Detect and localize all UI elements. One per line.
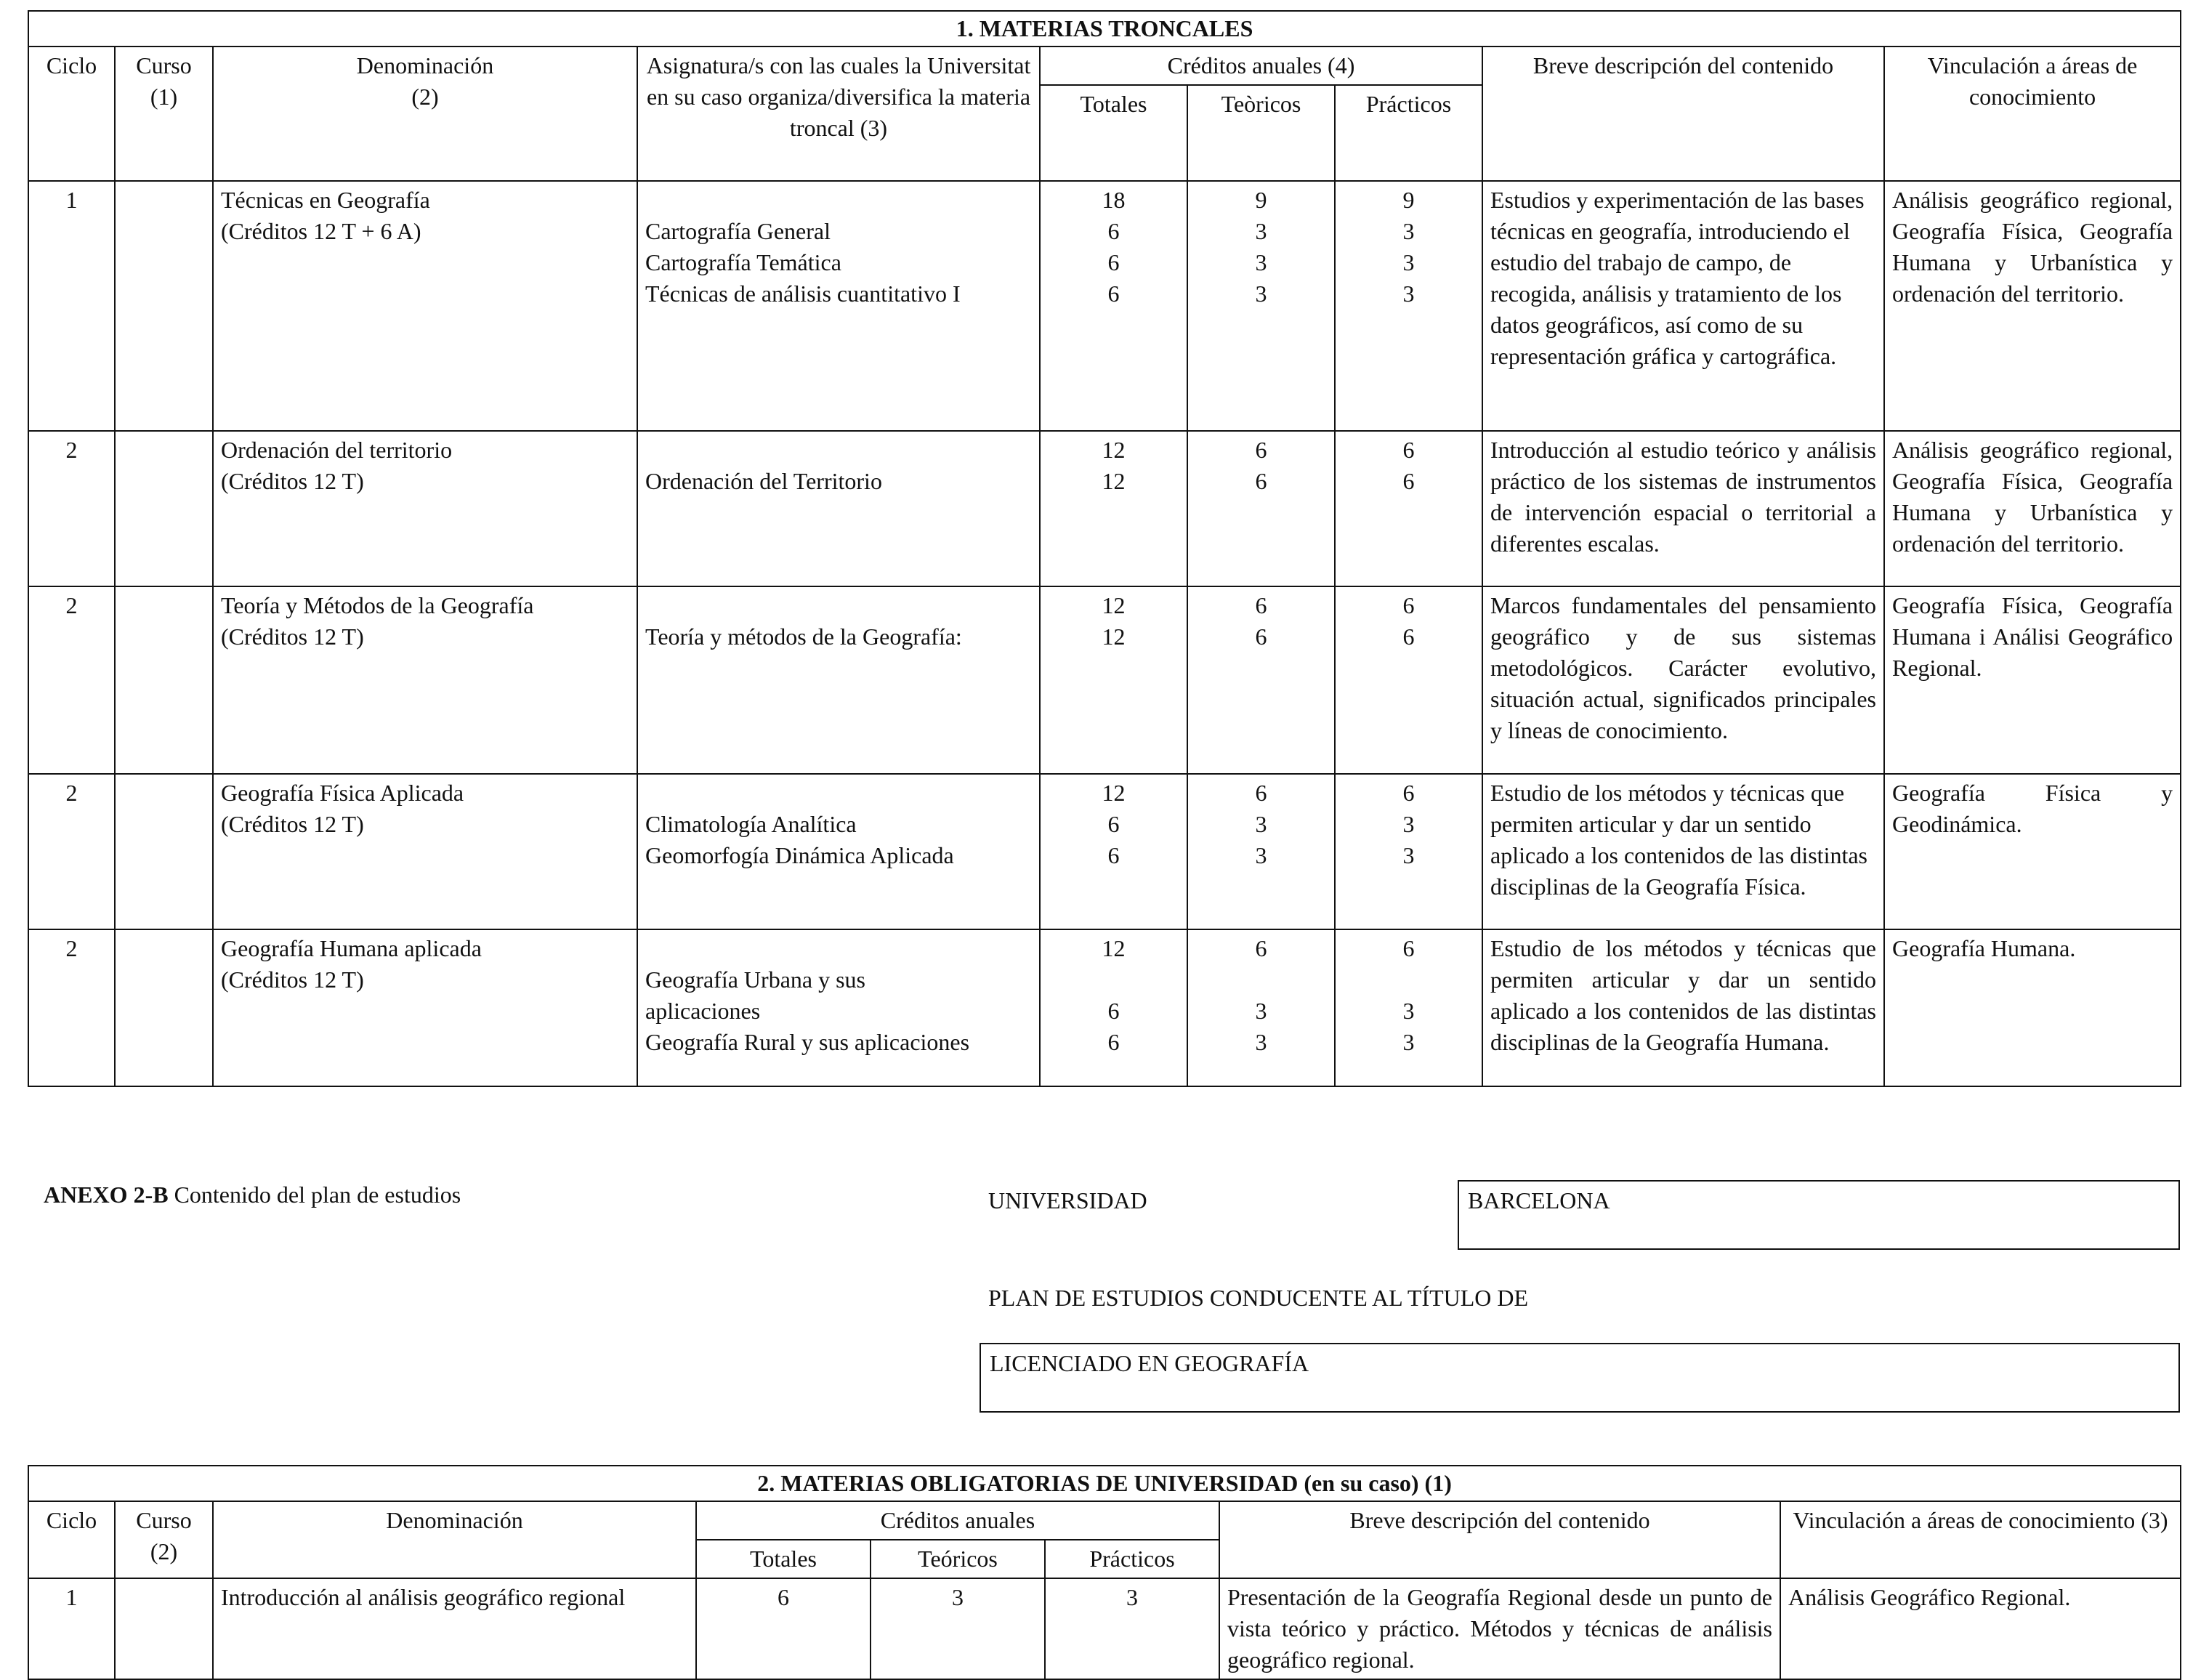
row-asignaturas [637,929,1040,1086]
totales-value: 12 [1102,935,1126,961]
denominacion-line: Geografía Humana aplicada [221,935,482,961]
asignatura-line: Cartografía General [645,218,831,244]
row-vinculacion: Análisis Geográfico Regional. [1780,1578,2181,1679]
obligatorias-table [28,1465,2181,1680]
header-teoricos: Teóricos [871,1540,1045,1578]
practicos-value: 3 [1402,998,1415,1024]
denominacion-line: (Créditos 12 T) [221,966,364,993]
totales-value: 6 [1107,998,1120,1024]
asignatura-line: Climatología Analítica [645,811,857,837]
troncales-table [28,10,2181,1087]
row-asignaturas [637,774,1040,929]
header-totales: Totales [1040,85,1187,181]
totales-value: 12 [1102,623,1126,650]
totales-value: 6 [1107,811,1120,837]
row-totales [1040,774,1187,929]
header-denominacion: Denominación [213,1501,696,1578]
row-ciclo: 2 [28,431,115,586]
header-ciclo: Ciclo [28,1501,115,1578]
header-curso [115,1501,213,1578]
denominacion-line: Ordenación del territorio [221,437,453,463]
row-denominacion [213,431,637,586]
denominacion-line: Geografía Física Aplicada [221,780,464,806]
row-descripcion: Estudio de los métodos y técnicas que permiten articular y dar un sentido aplicado a los contenidos de las distintas disciplinas de la Geografía Física. [1482,774,1884,929]
totales-value: 6 [1107,249,1120,275]
totales-value: 6 [1107,218,1120,244]
row-teoricos [1187,431,1335,586]
header-curso-note: (2) [150,1538,178,1564]
troncales-title: 1. MATERIAS TRONCALES [28,11,2181,47]
row-vinculacion: Geografía Física, Geografía Humana i Análisi Geográfico Regional. [1884,586,2181,774]
row-curso [115,431,213,586]
row-practicos [1335,774,1482,929]
row-curso [115,774,213,929]
teoricos-value [1195,964,1327,996]
row-practicos [1335,431,1482,586]
header-descripcion: Breve descripción del contenido [1219,1501,1780,1578]
teoricos-value: 6 [1255,592,1267,618]
teoricos-value: 6 [1255,623,1267,650]
denominacion-line: Teoría y Métodos de la Geografía [221,592,534,618]
teoricos-value: 3 [1255,998,1267,1024]
row-curso [115,586,213,774]
row-curso [115,181,213,431]
row-teoricos [1187,586,1335,774]
row-practicos: 3 [1045,1578,1219,1679]
table-row [28,181,2181,431]
header-teoricos: Teòricos [1187,85,1335,181]
asignatura-line: Geografía Rural y sus aplicaciones [645,1029,970,1055]
header-practicos: Prácticos [1045,1540,1219,1578]
row-vinculacion: Análisis geográfico regional, Geografía Física, Geografía Humana y Urbanística y ordenación del territorio. [1884,181,2181,431]
plan-label: PLAN DE ESTUDIOS CONDUCENTE AL TÍTULO DE [988,1285,1529,1311]
row-ciclo: 1 [28,181,115,431]
universidad-value: BARCELONA [1468,1187,1610,1213]
row-curso [115,929,213,1086]
header-curso-label: Curso [136,1507,192,1533]
anexo-label-bold: ANEXO 2-B [44,1182,169,1208]
table-row [28,929,2181,1086]
asignatura-line: Ordenación del Territorio [645,468,882,494]
row-descripcion: Presentación de la Geografía Regional desde un punto de vista teórico y práctico. Métodos y técnicas de análisis geográfico regional. [1219,1578,1780,1679]
practicos-value: 6 [1402,623,1415,650]
row-totales [1040,929,1187,1086]
obligatorias-title: 2. MATERIAS OBLIGATORIAS DE UNIVERSIDAD (en su caso) (1) [28,1466,2181,1501]
practicos-value [1343,964,1474,996]
totales-value: 12 [1102,592,1126,618]
asignatura-line: aplicaciones [645,998,761,1024]
row-denominacion [213,929,637,1086]
teoricos-value: 6 [1255,437,1267,463]
teoricos-value: 3 [1255,842,1267,868]
header-denominacion-note: (2) [411,84,439,110]
practicos-value: 9 [1402,187,1415,213]
row-vinculacion: Geografía Humana. [1884,929,2181,1086]
header-denominacion [213,47,637,181]
titulo-value: LICENCIADO EN GEOGRAFÍA [990,1350,1309,1376]
header-denominacion-label: Denominación [356,52,494,78]
teoricos-value: 3 [1255,280,1267,307]
row-totales: 6 [696,1578,871,1679]
teoricos-value: 9 [1255,187,1267,213]
practicos-value: 6 [1402,468,1415,494]
denominacion-line: (Créditos 12 T + 6 A) [221,218,421,244]
row-practicos [1335,181,1482,431]
troncales-header-row [28,47,2181,85]
row-asignaturas [637,586,1040,774]
asignatura-line: Técnicas de análisis cuantitativo I [645,280,961,307]
header-vinculacion: Vinculación a áreas de conocimiento (3) [1780,1501,2181,1578]
row-denominacion [213,181,637,431]
totales-value: 6 [1107,842,1120,868]
asignatura-line: Geografía Urbana y sus [645,966,865,993]
row-descripcion: Estudios y experimentación de las bases técnicas en geografía, introduciendo el estudio del trabajo de campo, de recogida, análisis y tratamiento de los datos geográficos, así como de su representación gráfica y cartográfica. [1482,181,1884,431]
denominacion-line: (Créditos 12 T) [221,811,364,837]
totales-value: 12 [1102,437,1126,463]
teoricos-value: 3 [1255,249,1267,275]
row-ciclo: 2 [28,929,115,1086]
practicos-value: 6 [1402,780,1415,806]
row-teoricos [1187,181,1335,431]
denominacion-line: (Créditos 12 T) [221,623,364,650]
header-ciclo: Ciclo [28,47,115,181]
teoricos-value: 6 [1255,468,1267,494]
teoricos-value: 3 [1255,218,1267,244]
practicos-value: 3 [1402,280,1415,307]
header-vinculacion: Vinculación a áreas de conocimiento [1884,47,2181,181]
header-descripcion: Breve descripción del contenido [1482,47,1884,181]
row-totales [1040,431,1187,586]
practicos-value: 3 [1402,249,1415,275]
row-denominacion: Introducción al análisis geográfico regional [213,1578,696,1679]
practicos-value: 3 [1402,842,1415,868]
practicos-value: 6 [1402,592,1415,618]
row-descripcion: Marcos fundamentales del pensamiento geográfico y de sus sistemas metodológicos. Carácter evolutivo, situación actual, significados principales y líneas de conocimiento. [1482,586,1884,774]
header-creditos: Créditos anuales [696,1501,1219,1540]
asignatura-line: Teoría y métodos de la Geografía: [645,623,962,650]
titulo-value-box [980,1343,2180,1413]
practicos-value: 3 [1402,811,1415,837]
header-totales: Totales [696,1540,871,1578]
anexo-label-rest: Contenido del plan de estudios [168,1182,461,1208]
header-practicos: Prácticos [1335,85,1482,181]
practicos-value: 3 [1402,218,1415,244]
table-row [28,586,2181,774]
row-denominacion [213,774,637,929]
row-ciclo: 1 [28,1578,115,1679]
row-practicos [1335,586,1482,774]
header-curso [115,47,213,181]
row-asignaturas [637,181,1040,431]
asignatura-line: Cartografía Temática [645,249,841,275]
universidad-label: UNIVERSIDAD [988,1187,1147,1213]
table-row [28,774,2181,929]
header-creditos: Créditos anuales (4) [1040,47,1482,85]
totales-value: 18 [1102,187,1126,213]
totales-value: 6 [1107,1029,1120,1055]
table-row [28,1578,2181,1679]
row-vinculacion: Geografía Física y Geodinámica. [1884,774,2181,929]
practicos-value: 6 [1402,935,1415,961]
header-curso-note: (1) [150,84,178,110]
row-denominacion [213,586,637,774]
teoricos-value: 3 [1255,811,1267,837]
row-curso [115,1578,213,1679]
header-curso-label: Curso [136,52,192,78]
row-descripcion: Estudio de los métodos y técnicas que permiten articular y dar un sentido aplicado a los contenidos de las distintas disciplinas de la Geografía Humana. [1482,929,1884,1086]
teoricos-value: 6 [1255,780,1267,806]
practicos-value: 6 [1402,437,1415,463]
row-ciclo: 2 [28,586,115,774]
row-totales [1040,181,1187,431]
asignatura-line: Geomorfogía Dinámica Aplicada [645,842,954,868]
obligatorias-header-row [28,1501,2181,1540]
totales-value [1048,964,1179,996]
anexo-label [44,1180,461,1209]
totales-value: 12 [1102,468,1126,494]
universidad-value-box [1458,1180,2180,1250]
row-totales [1040,586,1187,774]
row-asignaturas [637,431,1040,586]
row-teoricos [1187,929,1335,1086]
row-ciclo: 2 [28,774,115,929]
practicos-value: 3 [1402,1029,1415,1055]
header-asignaturas: Asignatura/s con las cuales la Universitat en su caso organiza/diversifica la materia troncal (3) [637,47,1040,181]
row-teoricos [1187,774,1335,929]
totales-value: 12 [1102,780,1126,806]
teoricos-value: 3 [1255,1029,1267,1055]
totales-value: 6 [1107,280,1120,307]
teoricos-value: 6 [1255,935,1267,961]
denominacion-line: (Créditos 12 T) [221,468,364,494]
row-vinculacion: Análisis geográfico regional, Geografía Física, Geografía Humana y Urbanística y ordenación del territorio. [1884,431,2181,586]
row-practicos [1335,929,1482,1086]
table-row [28,431,2181,586]
denominacion-line: Técnicas en Geografía [221,187,430,213]
row-teoricos: 3 [871,1578,1045,1679]
row-descripcion: Introducción al estudio teórico y análisis práctico de los sistemas de instrumentos de intervención espacial o territorial a diferentes escalas. [1482,431,1884,586]
